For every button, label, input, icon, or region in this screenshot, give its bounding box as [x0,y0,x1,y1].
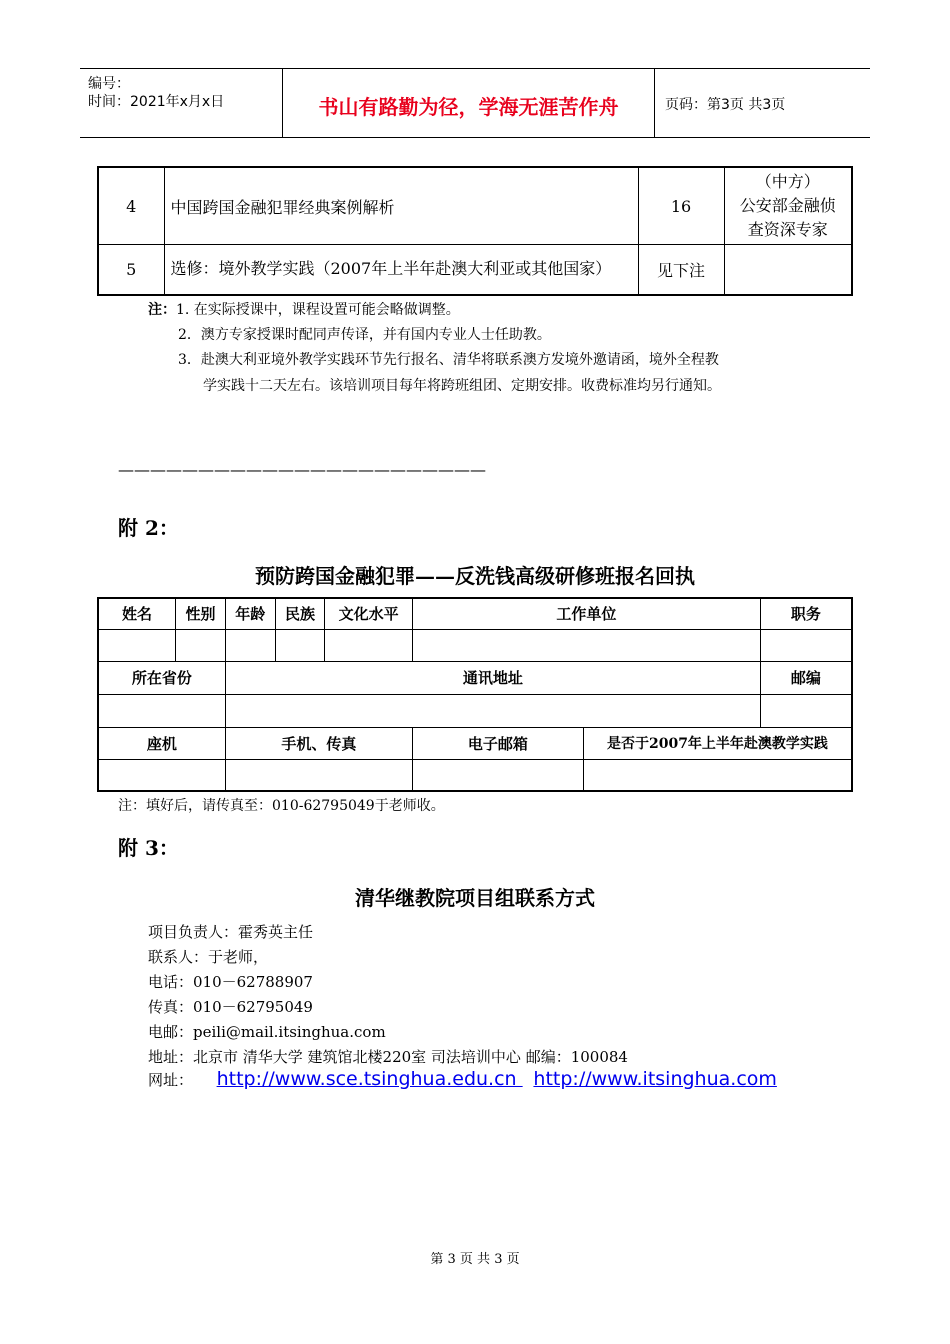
appendix3-title: 清华继教院项目组联系方式 [355,886,595,910]
contact-address: 地址：北京市 清华大学 建筑馆北楼220室 司法培训中心 邮编：100084 [148,1048,628,1066]
page-footer: 第 3 页 共 3 页 [430,1252,520,1267]
input-postcode[interactable] [760,694,852,727]
input-gender[interactable] [176,629,226,661]
table-row [98,661,852,694]
header-province: 所在省份 [98,661,225,694]
course-teacher [724,245,852,295]
website-label: 网址： [148,1071,194,1089]
input-landline[interactable] [98,759,225,791]
time-label: 时间：2021年x月x日 [88,94,225,110]
note-3b: 学实践十二天左右。该培训项目每年将跨班组团、定期安排。收费标准均另行通知。 [203,378,721,394]
header-australia-practice: 是否于2007年上半年赴澳教学实践 [583,727,852,759]
note-2: 2．澳方专家授课时配同声传译，并有国内专业人士任助教。 [178,327,551,343]
input-age[interactable] [225,629,275,661]
motto: 书山有路勤为径，学海无涯苦作舟 [318,95,619,119]
page-label: 页码：第3页 共3页 [665,97,786,113]
course-hours: 见下注 [638,245,724,295]
course-no: 5 [98,245,164,295]
header-motto-cell [283,69,655,137]
table-row [98,167,852,245]
input-education[interactable] [325,629,413,661]
course-no: 4 [98,167,164,245]
input-australia-practice[interactable] [583,759,852,791]
contact-fax: 传真：010－62795049 [148,998,313,1016]
note-label: 注： [148,302,176,318]
table-row [98,245,852,295]
header-workplace: 工作单位 [412,598,760,629]
course-table [97,166,853,296]
appendix2-title: 预防跨国金融犯罪——反洗钱高级研修班报名回执 [255,564,695,588]
header-education: 文化水平 [325,598,413,629]
separator-line: ——————————————————————— [118,460,486,479]
website-link-sce[interactable]: http://www.sce.tsinghua.edu.cn [216,1068,523,1090]
header-page-cell [655,69,870,137]
contact-manager: 项目负责人：霍秀英主任 [148,923,314,941]
page-header [80,68,870,138]
input-ethnicity[interactable] [275,629,325,661]
input-province[interactable] [98,694,225,727]
course-name: 中国跨国金融犯罪经典案例解析 [164,167,638,245]
note-1: 注：1. 在实际授课中，课程设置可能会略做调整。 [148,302,460,318]
header-email: 电子邮箱 [412,727,583,759]
input-workplace[interactable] [412,629,760,661]
header-postcode: 邮编 [760,661,852,694]
header-name: 姓名 [98,598,176,629]
table-row [98,727,852,759]
input-name[interactable] [98,629,176,661]
note-3a: 3．赴澳大利亚境外教学实践环节先行报名、清华将联系澳方发境外邀请函，境外全程教 [178,352,719,368]
header-address: 通讯地址 [225,661,760,694]
website-link-itsinghua[interactable]: http://www.itsinghua.com [533,1068,777,1090]
input-email[interactable] [412,759,583,791]
input-position[interactable] [760,629,852,661]
header-gender: 性别 [176,598,226,629]
contact-person: 联系人：于老师， [148,948,269,966]
appendix2-note: 注：填好后，请传真至：010-62795049于老师收。 [118,798,445,814]
table-row [98,598,852,629]
table-row [98,759,852,791]
header-landline: 座机 [98,727,225,759]
header-meta-cell [80,69,283,137]
registration-table [97,597,853,792]
appendix3-label: 附 3： [118,836,179,860]
contact-website [148,1068,777,1090]
code-label: 编号： [88,76,130,92]
course-hours: 16 [638,167,724,245]
header-ethnicity: 民族 [275,598,325,629]
appendix2-label: 附 2： [118,516,179,540]
table-row [98,629,852,661]
header-age: 年龄 [225,598,275,629]
course-teacher: （中方） 公安部金融侦 查资深专家 [724,167,852,245]
course-name: 选修：境外教学实践（2007年上半年赴澳大利亚或其他国家） [164,245,638,295]
header-mobile-fax: 手机、传真 [225,727,412,759]
contact-phone: 电话：010－62788907 [148,973,313,991]
input-address[interactable] [225,694,760,727]
table-row [98,694,852,727]
input-mobile-fax[interactable] [225,759,412,791]
header-position: 职务 [760,598,852,629]
contact-email: 电邮：peili@mail.itsinghua.com [148,1023,386,1041]
